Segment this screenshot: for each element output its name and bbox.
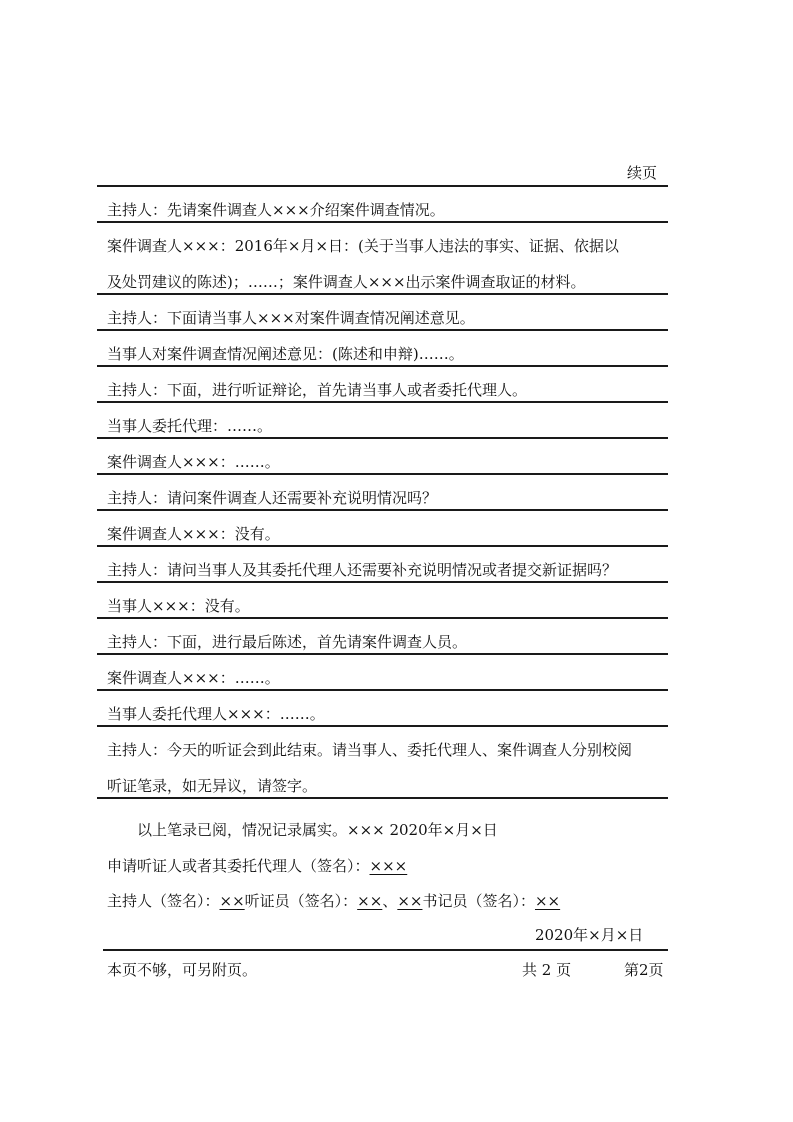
clerk-signature-value: ×× <box>534 892 561 910</box>
signature-date: 2020年×月×日 <box>535 926 644 944</box>
hearing-officer-separator: 、 <box>382 892 398 910</box>
row-divider <box>97 689 668 691</box>
transcript-line: 当事人对案件调查情况阐述意见：(陈述和申辩)……。 <box>107 345 464 363</box>
footer-current-page: 第2页 <box>624 961 664 979</box>
row-divider <box>97 725 668 727</box>
transcript-line: 案件调查人×××：……。 <box>107 669 280 687</box>
row-divider <box>97 293 668 295</box>
transcript-line: 当事人委托代理：……。 <box>107 417 273 435</box>
hearing-officer-value-2: ×× <box>397 892 423 910</box>
row-divider <box>97 221 668 223</box>
applicant-signature-label: 申请听证人或者其委托代理人（签名）： <box>107 857 370 875</box>
transcript-line: 案件调查人×××：没有。 <box>107 525 280 543</box>
host-signature-label: 主持人（签名）： <box>107 892 220 910</box>
footer-total-pages: 共 2 页 <box>522 961 572 979</box>
transcript-line: 主持人：今天的听证会到此结束。请当事人、委托代理人、案件调查人分别校阅 <box>107 741 633 759</box>
transcript-line: 主持人：下面请当事人×××对案件调查情况阐述意见。 <box>107 309 475 327</box>
row-divider <box>97 509 668 511</box>
row-divider <box>97 617 668 619</box>
row-divider <box>97 365 668 367</box>
row-divider <box>97 473 668 475</box>
host-signature-value: ×× <box>219 892 245 910</box>
transcript-line: 案件调查人×××：……。 <box>107 453 280 471</box>
row-divider <box>97 653 668 655</box>
clerk-signature-label: 书记员（签名）： <box>422 892 535 910</box>
signatures-line <box>107 894 560 909</box>
footer-note: 本页不够，可另附页。 <box>107 961 258 979</box>
row-divider <box>97 797 668 799</box>
row-divider <box>97 401 668 403</box>
row-divider <box>97 581 668 583</box>
row-divider <box>97 545 668 547</box>
hearing-officer-signature-label: 听证员（签名）： <box>244 892 358 910</box>
hearing-officer-value-1: ×× <box>357 892 383 910</box>
transcript-line: 及处罚建议的陈述)；……；案件调查人×××出示案件调查取证的材料。 <box>107 273 586 291</box>
applicant-signature-line <box>107 859 407 874</box>
transcript-line: 主持人：下面，进行最后陈述，首先请案件调查人员。 <box>107 633 468 651</box>
transcript-line: 主持人：下面，进行听证辩论，首先请当事人或者委托代理人。 <box>107 381 528 399</box>
transcript-line: 主持人：先请案件调查人×××介绍案件调查情况。 <box>107 201 445 219</box>
bottom-rule <box>103 949 668 951</box>
transcript-line: 听证笔录，如无异议，请签字。 <box>107 777 318 795</box>
transcript-line: 主持人：请问案件调查人还需要补充说明情况吗？ <box>107 489 438 507</box>
row-divider <box>97 437 668 439</box>
transcript-line: 案件调查人×××：2016年×月×日：(关于当事人违法的事实、证据、依据以 <box>107 237 619 255</box>
applicant-signature-value: ××× <box>369 857 408 875</box>
top-rule <box>97 185 668 187</box>
confirmation-statement: 以上笔录已阅，情况记录属实。××× 2020年×月×日 <box>137 821 498 839</box>
row-divider <box>97 329 668 331</box>
transcript-line: 当事人委托代理人×××：……。 <box>107 705 325 723</box>
continued-label: 续页 <box>627 164 658 182</box>
transcript-line: 主持人：请问当事人及其委托代理人还需要补充说明情况或者提交新证据吗？ <box>107 561 618 579</box>
transcript-line: 当事人×××：没有。 <box>107 597 250 615</box>
